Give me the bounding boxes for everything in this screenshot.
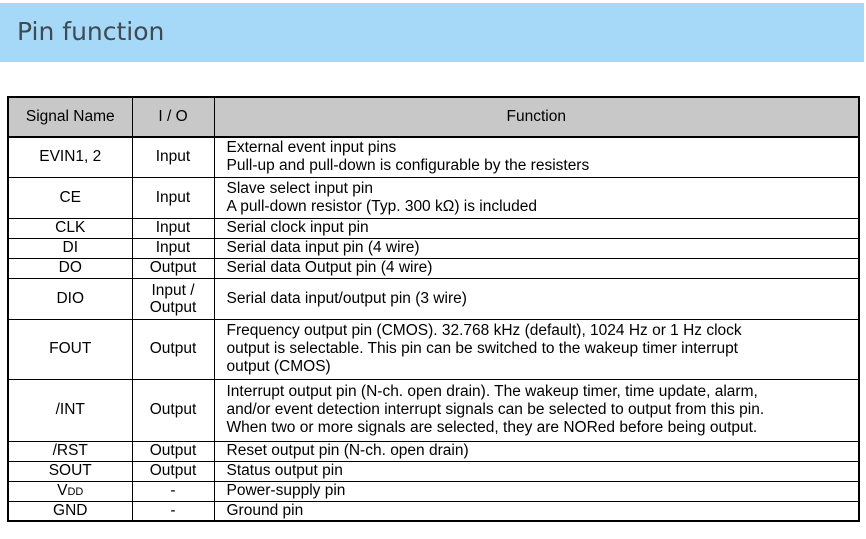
- signal-name-cell: EVIN1, 2: [8, 137, 132, 177]
- table-row: [8, 481, 859, 501]
- table-row: [8, 218, 859, 238]
- function-line: output is selectable. This pin can be switched to the wakeup timer interrupt: [226, 340, 738, 357]
- io-line: Input /: [151, 281, 195, 299]
- io-cell: -: [132, 501, 214, 521]
- signal-name-cell: /INT: [8, 379, 132, 441]
- signal-name-subscript: DD: [67, 485, 84, 498]
- page-title: Pin function: [17, 17, 165, 46]
- signal-name-cell: SOUT: [8, 461, 132, 481]
- signal-name-cell: CLK: [8, 218, 132, 238]
- function-cell: [214, 177, 859, 218]
- io-cell: Input: [132, 177, 214, 218]
- function-line: When two or more signals are selected, they are NORed before being output.: [226, 419, 758, 436]
- table-row: [8, 278, 859, 319]
- function-line: Frequency output pin (CMOS). 32.768 kHz (default), 1024 Hz or 1 Hz clock: [226, 322, 742, 339]
- signal-name-main: V: [57, 481, 68, 499]
- pin-function-table: [7, 96, 860, 522]
- table-row: [8, 501, 859, 521]
- function-cell: Serial data input pin (4 wire): [214, 238, 859, 258]
- io-cell: Output: [132, 441, 214, 461]
- function-line: External event input pins: [226, 139, 397, 157]
- io-cell: Input: [132, 238, 214, 258]
- io-cell: Output: [132, 461, 214, 481]
- io-cell: Output: [132, 258, 214, 278]
- io-cell: -: [132, 481, 214, 501]
- function-line: and/or event detection interrupt signals can be selected to output from this pin.: [226, 401, 765, 418]
- page-header: [0, 3, 864, 62]
- function-cell: [214, 379, 859, 441]
- io-line: Output: [149, 298, 197, 316]
- function-cell: Serial data Output pin (4 wire): [214, 258, 859, 278]
- function-line: A pull-down resistor (Typ. 300 kΩ) is included: [226, 197, 538, 215]
- signal-name-cell: GND: [8, 501, 132, 521]
- table-row: [8, 441, 859, 461]
- table-row: [8, 379, 859, 441]
- function-cell: [214, 319, 859, 379]
- signal-name-cell: [8, 481, 132, 501]
- function-cell: Reset output pin (N-ch. open drain): [214, 441, 859, 461]
- function-cell: Ground pin: [214, 501, 859, 521]
- signal-name-cell: DI: [8, 238, 132, 258]
- io-cell: Output: [132, 379, 214, 441]
- table-row: [8, 319, 859, 379]
- table-row: [8, 177, 859, 218]
- function-cell: Power-supply pin: [214, 481, 859, 501]
- signal-name-cell: CE: [8, 177, 132, 218]
- function-cell: Status output pin: [214, 461, 859, 481]
- column-header-signal-name: Signal Name: [8, 97, 132, 137]
- column-header-function: Function: [214, 97, 859, 137]
- function-cell: Serial data input/output pin (3 wire): [214, 278, 859, 319]
- table-row: [8, 461, 859, 481]
- io-cell: [132, 278, 214, 319]
- table-row: [8, 258, 859, 278]
- table-header-row: [8, 97, 859, 137]
- table-row: [8, 137, 859, 177]
- io-cell: Output: [132, 319, 214, 379]
- function-line: Interrupt output pin (N-ch. open drain). The wakeup timer, time update, alarm,: [226, 383, 758, 400]
- signal-name-cell: DO: [8, 258, 132, 278]
- function-cell: [214, 137, 859, 177]
- function-cell: Serial clock input pin: [214, 218, 859, 238]
- signal-name-cell: DIO: [8, 278, 132, 319]
- column-header-io: I / O: [132, 97, 214, 137]
- table-row: [8, 238, 859, 258]
- signal-name-cell: FOUT: [8, 319, 132, 379]
- function-line: Slave select input pin: [226, 179, 373, 197]
- io-cell: Input: [132, 218, 214, 238]
- function-line: output (CMOS): [226, 358, 331, 375]
- function-line: Pull-up and pull-down is configurable by the resisters: [226, 157, 590, 175]
- io-cell: Input: [132, 137, 214, 177]
- signal-name-cell: /RST: [8, 441, 132, 461]
